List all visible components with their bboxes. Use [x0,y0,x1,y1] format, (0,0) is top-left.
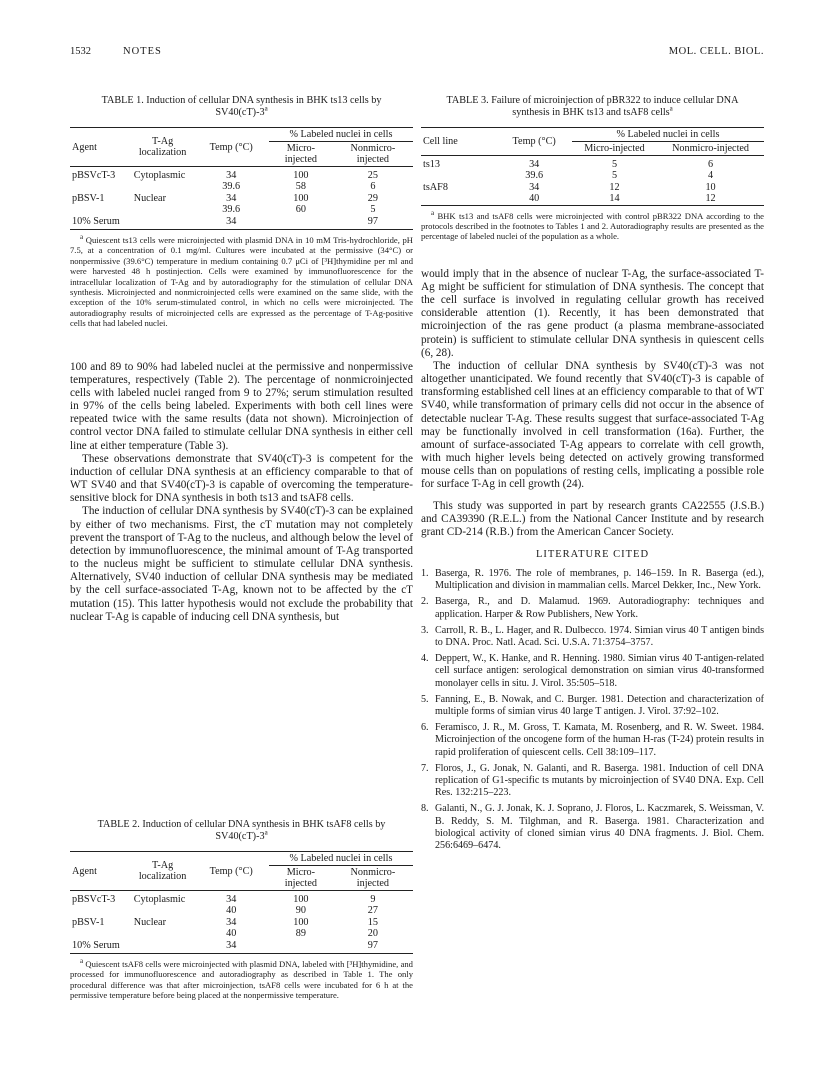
table-row: pBSV-1 Nuclear 34 100 29 [72,192,378,204]
table2-col-agent: Agent [70,852,132,891]
table3-col-nonmicro: Nonmicro-injected [657,142,764,156]
table-row: 39.6 5 4 [525,170,714,182]
table2-footnote: $^a$ Quiescent tsAF8 cells were microinjected with plasmid DNA, labeled with [³H]thymidine, and processed for immunofluorescence and autoradiography as described in Table 1. The only procedural difference was that after microinjection, tsAF8 cells were incubated for 6 h at the permissive temperature before being placed at the nonpermissive temperature. [70,957,413,1001]
paragraph: would imply that in the absence of nuclear T-Ag, the surface-associated T-Ag might be sufficient for stimulation of DNA synthesis. The concept that the cell surface is involved in regulating cellular growth has received considerable attention (1). Recently, it has been demonstrated that microinjection of the ras gene product (a plasma membrane-associated protein) is sufficient to stimulate cellular DNA synthesis in quiescent cells (6, 28). [421,267,764,359]
table1-col-temp: Temp (°C) [193,128,268,167]
reference-item: 5. Fanning, E., B. Nowak, and C. Burger. 1981. Detection and characterization of multiple forms of simian virus 40 large T antigen. J. Virol. 37:92–102. [421,693,764,717]
table3-footnote: $^a$ BHK ts13 and tsAF8 cells were microinjected with control pBR322 DNA according to the protocols described in the footnotes to Tables 1 and 2. Autoradiography results are presented as the percentage of labeled nuclei of the population as a whole. [421,208,764,242]
table2-col-micro: Micro-injected [269,866,333,891]
table2-col-group: % Labeled nuclei in cells [269,852,413,866]
running-journal: MOL. CELL. BIOL. [668,46,764,57]
table3-col-group: % Labeled nuclei in cells [572,128,764,142]
table-row: 40 90 27 [226,905,378,917]
table-row: pBSVcT-3 Cytoplasmic 34 100 9 [72,894,376,905]
page-number: 1532 [70,46,91,57]
table2-col-nonmicro: Nonmicro-injected [333,866,413,891]
table-row: ts13 34 5 6 [423,159,714,170]
table-row: pBSVcT-3 Cytoplasmic 34 100 25 [72,170,378,181]
table2-caption: TABLE 2. Induction of cellular DNA synthesis in BHK tsAF8 cells by SV40(cT)-3$^a$ [97,819,386,842]
table2-col-temp: Temp (°C) [193,852,268,891]
table-row: tsAF8 34 12 10 [423,181,716,193]
table1-col-group: % Labeled nuclei in cells [269,128,413,142]
table1-footnote: $^a$ Quiescent ts13 cells were microinjected with plasmid DNA in 10 mM Tris-hydrochloride, pH 7.5, at a concentration of 0.1 mg/ml. Cultures were incubated at the permissive (34°C) or nonpermissive (39.6°C) temperature in medium containing 0.7 μCi of [³H]thymidine per ml and were harvested 48 h postinjection. Cells were examined by immunofluorescence for the intracellular localization of T-Ag and by autoradiography for the stimulation of cellular DNA synthesis. Microinjected and nonmicroinjected cells were examined on the same slide, with the exception of the 10% serum-stimulated control, in which no cells were microinjected. The autoradiography results of microinjected cells are expressed as the percentage of T-Ag-positive cells that had labeled nuclei. [70,233,413,329]
reference-list [421,568,764,852]
table-row: 10% Serum 34 97 [70,940,413,954]
paragraph: These observations demonstrate that SV40(cT)-3 is competent for the induction of cellular DNA synthesis at an efficiency comparable to that of WT SV40 and that SV40(cT)-3 is capable of overcoming the temperature-sensitive block for DNA synthesis in both ts13 and tsAF8 cells. [70,452,413,505]
table-row: 39.6 60 5 [222,204,376,216]
left-column [70,95,413,624]
table1-col-micro: Micro-injected [269,142,333,167]
reference-item: 1. Baserga, R. 1976. The role of membranes, p. 146–159. In R. Baserga (ed.), Multiplication and division in mammalian cells. Marcel Dekker, Inc., New York. [421,567,764,592]
paragraph: 100 and 89 to 90% had labeled nuclei at the permissive and nonpermissive temperatures, respectively (Table 2). The percentage of nonmicroinjected cells with labeled nuclei ranged from 9 to 27%; serum stimulation resulted in 97% of the cells being labeled. Experiments with both cell lines were repeated twice with the same results (data not shown). Microinjection of control vector DNA failed to stimulate cellular DNA synthesis in either cell line at either temperature (Table 3). [70,360,413,452]
table1-caption: TABLE 1. Induction of cellular DNA synthesis in BHK ts13 cells by SV40(cT)-3$^a$ [101,95,382,118]
right-column [421,95,764,856]
table2 [70,819,413,1001]
table1-col-agent: Agent [70,128,132,167]
table3-col-line: Cell line [421,128,496,156]
reference-item: 3. Carroll, R. B., L. Hager, and R. Dulbecco. 1974. Simian virus 40 T antigen binds to DNA. Proc. Natl. Acad. Sci. U.S.A. 71:3754–3757. [421,624,764,648]
table-row: 40 89 20 [226,928,378,940]
reference-item: 7. Floros, J., G. Jonak, N. Galanti, and R. Baserga. 1981. Induction of cell DNA replication of G1-specific ts mutants by microinjection of SV40 DNA. Exp. Cell Res. 132:215–223. [421,762,764,799]
left-body-text [70,361,413,624]
literature-title: LITERATURE CITED [535,548,650,560]
running-section: NOTES [123,46,162,57]
table3-col-micro: Micro-injected [572,142,657,156]
table2-col-tag: T-Ag localization [132,852,194,891]
table1-grid [70,127,413,230]
reference-item: 2. Baserga, R., and D. Malamud. 1969. Autoradiography: techniques and application. Harper & Row Publishers, New York. [421,596,764,620]
reference-item: 6. Feramisco, J. R., M. Gross, T. Kamata, M. Rosenberg, and R. W. Sweet. 1984. Microinjection of the oncogene form of the human H-ras (T-24) protein results in rapid proliferation of quiescent cells. Cell 38:109–117. [421,722,764,758]
table2-grid [70,851,413,954]
table3-caption: TABLE 3. Failure of microinjection of pBR322 to induce cellular DNA synthesis in BHK ts13 and tsAF8 cells$^a$ [446,95,739,118]
table3 [421,95,764,242]
table-row: 40 14 12 [421,193,764,205]
paragraph: The induction of cellular DNA synthesis by SV40(cT)-3 can be explained by either of two mechanisms. First, the cT mutation may not completely prevent the transport of T-Ag to the nucleus, and although below the level of detection by immunofluorescence, the minimal amount of T-Ag transported to the nucleus might be sufficient to stimulate cellular DNA synthesis. Alternatively, SV40 induction of cellular DNA synthesis may be mediated by the cell surface-associated T-Ag, known not to be affected by the cT mutation (15). This latter hypothesis would not exclude the probability that nuclear T-Ag is capable of inducing cell DNA synthesis, but [70,505,413,623]
right-body-text [421,268,764,539]
table3-col-temp: Temp (°C) [496,128,571,156]
table-row: pBSV-1 Nuclear 34 100 15 [72,916,378,928]
table1-col-tag: T-Ag localization [132,128,194,167]
acknowledgment: This study was supported in part by research grants CA22555 (J.S.B.) and CA39390 (R.E.L.) from the National Cancer Institute and by research grant CD-214 (R.B.) from the American Cancer Society. [421,499,764,538]
reference-item: 8. Galanti, N., G. J. Jonak, K. J. Soprano, J. Floros, L. Kaczmarek, S. Weissman, V. B. Reddy, S. M. Tilghman, and R. Baserga. 1981. Characterization and biological activity of cloned simian virus 40 DNA fragments. J. Biol. Chem. 256:6469–6474. [421,803,764,852]
table-row: 39.6 58 6 [222,181,376,193]
table3-grid [421,127,764,206]
table-row: 10% Serum 34 97 [70,216,413,230]
paragraph: The induction of cellular DNA synthesis by SV40(cT)-3 was not altogether unanticipated. We found recently that SV40(cT)-3 is capable of transforming established cell lines at an efficiency comparable to that of WT SV40, while transformation of primary cells did not occur in the absence of detectable nuclear T-Ag. These results suggest that surface-associated T-Ag may be functionally involved in cell transformation (16a). Further, the amount of surface-associated T-Ag appears to correlate with cell growth, with much higher levels being detected on actively growing transformed mouse cells than on populations of resting cells, implicating a possible role for surface T-Ag in cell growth (24). [421,359,764,491]
reference-item: 4. Deppert, W., K. Hanke, and R. Henning. 1980. Simian virus 40 T-antigen-related cell surface antigen: serological demonstration on simian virus 40-transformed monolayer cells in situ. J. Virol. 35:505–518. [421,653,764,689]
table1-col-nonmicro: Nonmicro-injected [333,142,413,167]
table1 [70,95,413,329]
